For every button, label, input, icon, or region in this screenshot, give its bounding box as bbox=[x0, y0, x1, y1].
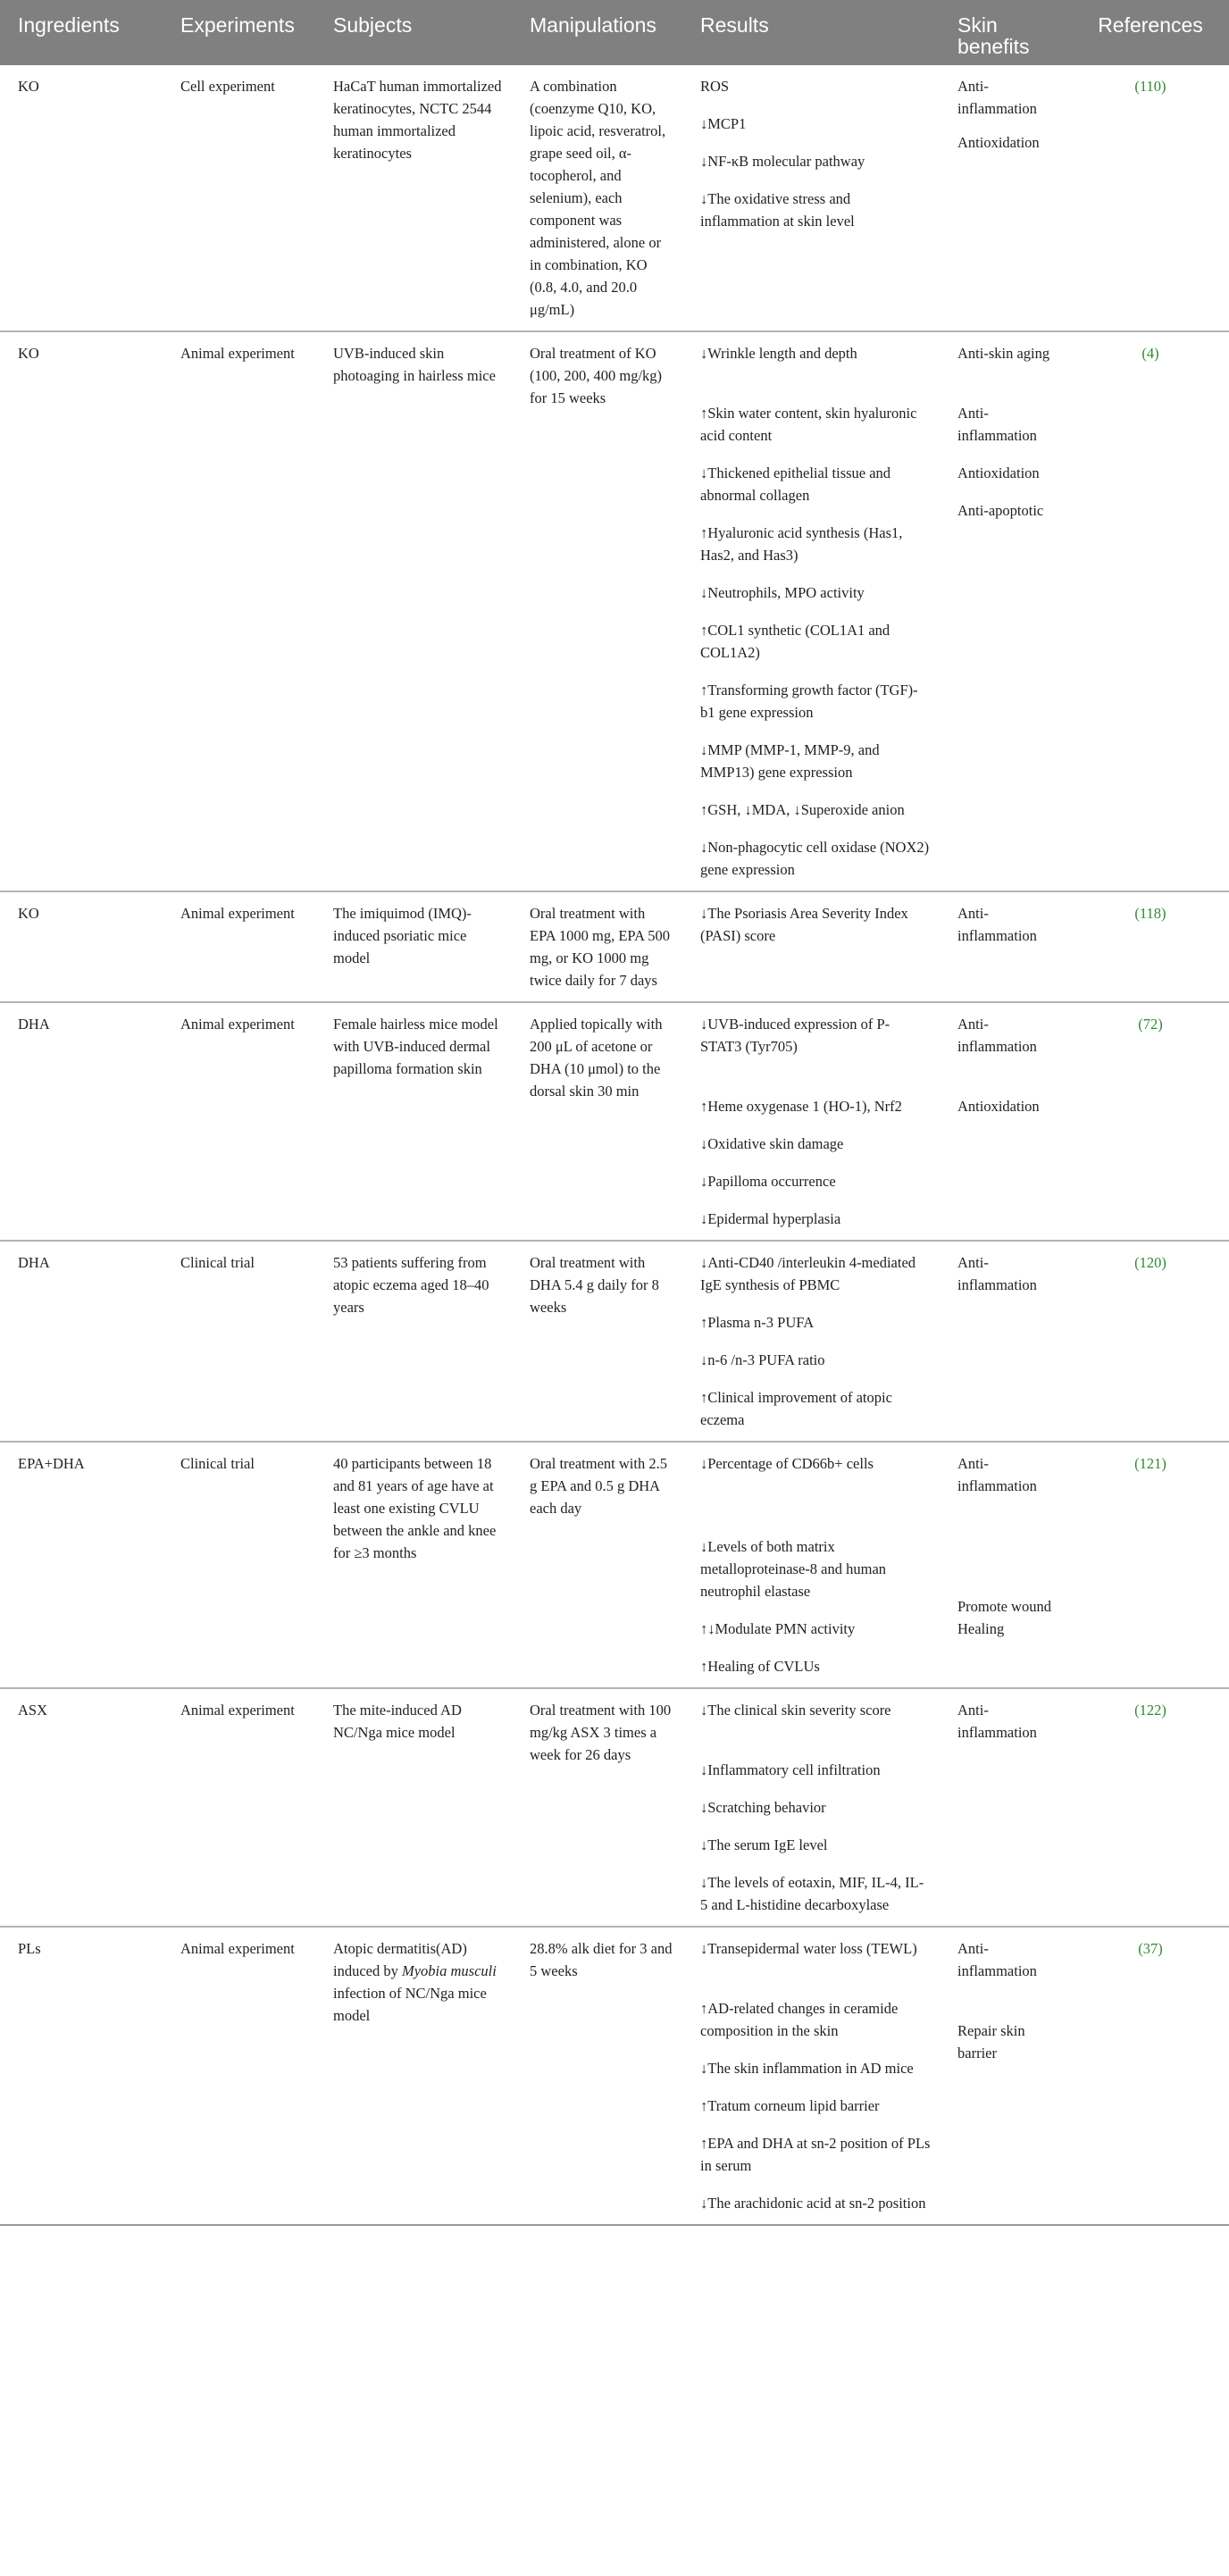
table-row bbox=[0, 1442, 1229, 1688]
benefit-item: Antioxidation bbox=[957, 134, 1040, 151]
result-item: ↓Transepidermal water loss (TEWL) bbox=[700, 1940, 917, 1957]
result-item: ↑AD-related changes in ceramide composition in the skin bbox=[700, 2000, 899, 2039]
reference-cell bbox=[1072, 1688, 1229, 1927]
benefits-cell bbox=[940, 1688, 1072, 1927]
benefit-item: Anti-inflammation bbox=[957, 1016, 1037, 1055]
reference-cell bbox=[1072, 331, 1229, 891]
manipulations-cell: Oral treatment with EPA 1000 mg, EPA 500 mg, or KO 1000 mg twice daily for 7 days bbox=[512, 891, 682, 1002]
benefits-cell bbox=[940, 1002, 1072, 1241]
benefits-cell bbox=[940, 891, 1072, 1002]
results-cell bbox=[682, 1241, 940, 1442]
result-item: ↑Heme oxygenase 1 (HO-1), Nrf2 bbox=[700, 1098, 902, 1115]
subjects-text-post: infection of NC/Nga mice model bbox=[333, 1985, 487, 2024]
result-item: ROS bbox=[700, 78, 730, 95]
header-references: References bbox=[1098, 13, 1203, 37]
result-item: ↑↓Modulate PMN activity bbox=[700, 1620, 856, 1637]
results-cell bbox=[682, 891, 940, 1002]
result-item: ↓The skin inflammation in AD mice bbox=[700, 2060, 914, 2077]
benefit-item: Anti-inflammation bbox=[957, 405, 1037, 444]
table-row bbox=[0, 1002, 1229, 1241]
subjects-cell: The imiquimod (IMQ)-induced psoriatic mice model bbox=[315, 891, 512, 1002]
result-item: ↓Scratching behavior bbox=[700, 1799, 826, 1816]
subjects-text-italic: Myobia musculi bbox=[401, 1962, 497, 1979]
result-item: ↓Epidermal hyperplasia bbox=[700, 1210, 841, 1227]
result-item: ↓The Psoriasis Area Severity Index (PASI) score bbox=[700, 905, 908, 944]
ingredient-cell: EPA+DHA bbox=[0, 1442, 163, 1688]
result-item: ↓n-6 /n-3 PUFA ratio bbox=[700, 1351, 825, 1368]
benefits-cell bbox=[940, 1442, 1072, 1688]
header-subjects: Subjects bbox=[333, 13, 413, 37]
experiment-cell: Clinical trial bbox=[163, 1241, 315, 1442]
result-item: ↓MCP1 bbox=[700, 115, 747, 132]
result-item: ↓Levels of both matrix metalloproteinase-8 and human neutrophil elastase bbox=[700, 1538, 887, 1600]
reference-link[interactable]: (72) bbox=[1138, 1016, 1163, 1033]
table-row bbox=[0, 1688, 1229, 1927]
subjects-text-pre: Atopic dermatitis(AD) induced by bbox=[333, 1940, 467, 1979]
result-item: ↓The clinical skin severity score bbox=[700, 1702, 891, 1719]
experiment-cell: Animal experiment bbox=[163, 891, 315, 1002]
ingredient-cell: PLs bbox=[0, 1927, 163, 2225]
manipulations-cell: Oral treatment with 2.5 g EPA and 0.5 g DHA each day bbox=[512, 1442, 682, 1688]
results-cell bbox=[682, 1927, 940, 2225]
benefit-item: Anti-apoptotic bbox=[957, 502, 1044, 519]
subjects-cell: HaCaT human immortalized keratinocytes, NCTC 2544 human immortalized keratinocytes bbox=[315, 65, 512, 331]
table-row bbox=[0, 891, 1229, 1002]
ingredient-cell: KO bbox=[0, 65, 163, 331]
ingredient-cell: ASX bbox=[0, 1688, 163, 1927]
results-cell bbox=[682, 1002, 940, 1241]
benefit-item: Anti-inflammation bbox=[957, 1455, 1037, 1494]
results-cell bbox=[682, 331, 940, 891]
result-item: ↓Inflammatory cell infiltration bbox=[700, 1761, 881, 1778]
result-item: ↓The oxidative stress and inflammation at skin level bbox=[700, 190, 855, 230]
result-item: ↓The serum IgE level bbox=[700, 1836, 828, 1853]
ingredient-cell: KO bbox=[0, 891, 163, 1002]
result-item: ↓The arachidonic acid at sn-2 position bbox=[700, 2195, 926, 2212]
header-results: Results bbox=[700, 13, 769, 37]
reference-link[interactable]: (122) bbox=[1134, 1702, 1166, 1719]
reference-cell bbox=[1072, 891, 1229, 1002]
experiment-cell: Animal experiment bbox=[163, 1688, 315, 1927]
ingredient-cell: KO bbox=[0, 331, 163, 891]
subjects-cell: 53 patients suffering from atopic eczema aged 18–40 years bbox=[315, 1241, 512, 1442]
benefit-item: Repair skin barrier bbox=[957, 2022, 1025, 2062]
table-row bbox=[0, 331, 1229, 891]
table-row bbox=[0, 65, 1229, 331]
benefit-item: Anti-inflammation bbox=[957, 905, 1037, 944]
reference-cell bbox=[1072, 1002, 1229, 1241]
benefit-item: Anti-inflammation bbox=[957, 78, 1037, 117]
result-item: ↓The levels of eotaxin, MIF, IL-4, IL-5 and L-histidine decarboxylase bbox=[700, 1874, 924, 1913]
reference-link[interactable]: (4) bbox=[1141, 345, 1159, 362]
header-manipulations: Manipulations bbox=[530, 13, 656, 37]
subjects-cell: Female hairless mice model with UVB-induced dermal papilloma formation skin bbox=[315, 1002, 512, 1241]
result-item: ↑Tratum corneum lipid barrier bbox=[700, 2097, 880, 2114]
subjects-cell: UVB-induced skin photoaging in hairless mice bbox=[315, 331, 512, 891]
experiment-cell: Animal experiment bbox=[163, 331, 315, 891]
manipulations-cell: A combination (coenzyme Q10, KO, lipoic acid, resveratrol, grape seed oil, α-tocopherol, and selenium), each component was administered, alone or in combination, KO (0.8, 4.0, and 20.0 μg/mL) bbox=[512, 65, 682, 331]
reference-cell bbox=[1072, 1442, 1229, 1688]
benefit-item: Anti-skin aging bbox=[957, 345, 1050, 362]
result-item: ↓Papilloma occurrence bbox=[700, 1173, 836, 1190]
reference-cell bbox=[1072, 1241, 1229, 1442]
result-item: ↓Thickened epithelial tissue and abnormal collagen bbox=[700, 464, 891, 504]
header-ingredients: Ingredients bbox=[18, 13, 120, 37]
manipulations-cell: Oral treatment with 100 mg/kg ASX 3 times a week for 26 days bbox=[512, 1688, 682, 1927]
result-item: ↑GSH, ↓MDA, ↓Superoxide anion bbox=[700, 801, 905, 818]
result-item: ↓UVB-induced expression of P-STAT3 (Tyr705) bbox=[700, 1016, 890, 1055]
experiment-cell: Animal experiment bbox=[163, 1002, 315, 1241]
result-item: ↓Percentage of CD66b+ cells bbox=[700, 1455, 874, 1472]
results-cell bbox=[682, 65, 940, 331]
reference-link[interactable]: (37) bbox=[1138, 1940, 1163, 1957]
ingredient-cell: DHA bbox=[0, 1241, 163, 1442]
header-skin-benefits: Skin benefits bbox=[957, 13, 1030, 58]
experiment-cell: Animal experiment bbox=[163, 1927, 315, 2225]
reference-cell bbox=[1072, 65, 1229, 331]
benefit-item: Antioxidation bbox=[957, 1098, 1040, 1115]
ingredient-cell: DHA bbox=[0, 1002, 163, 1241]
reference-cell bbox=[1072, 1927, 1229, 2225]
result-item: ↑COL1 synthetic (COL1A1 and COL1A2) bbox=[700, 622, 890, 661]
result-item: ↑Skin water content, skin hyaluronic acid content bbox=[700, 405, 917, 444]
result-item: ↓NF-κB molecular pathway bbox=[700, 153, 865, 170]
header-experiments: Experiments bbox=[180, 13, 295, 37]
manipulations-cell: 28.8% alk diet for 3 and 5 weeks bbox=[512, 1927, 682, 2225]
result-item: ↓Anti-CD40 /interleukin 4-mediated IgE synthesis of PBMC bbox=[700, 1254, 916, 1293]
result-item: ↑EPA and DHA at sn-2 position of PLs in serum bbox=[700, 2135, 931, 2174]
result-item: ↓MMP (MMP-1, MMP-9, and MMP13) gene expression bbox=[700, 741, 880, 781]
benefit-item: Anti-inflammation bbox=[957, 1254, 1037, 1293]
benefits-cell bbox=[940, 1241, 1072, 1442]
result-item: ↑Clinical improvement of atopic eczema bbox=[700, 1389, 892, 1428]
result-item: ↓Neutrophils, MPO activity bbox=[700, 584, 865, 601]
benefit-item: Antioxidation bbox=[957, 464, 1040, 481]
result-item: ↑Hyaluronic acid synthesis (Has1, Has2, and Has3) bbox=[700, 524, 903, 564]
table-row bbox=[0, 1927, 1229, 2225]
manipulations-cell: Oral treatment of KO (100, 200, 400 mg/kg) for 15 weeks bbox=[512, 331, 682, 891]
benefit-item: Anti-inflammation bbox=[957, 1702, 1037, 1741]
subjects-cell: The mite-induced AD NC/Nga mice model bbox=[315, 1688, 512, 1927]
benefit-item: Promote wound Healing bbox=[957, 1598, 1051, 1637]
subjects-cell: 40 participants between 18 and 81 years of age have at least one existing CVLU between the ankle and knee for ≥3 months bbox=[315, 1442, 512, 1688]
benefits-cell bbox=[940, 65, 1072, 331]
benefits-cell bbox=[940, 331, 1072, 891]
result-item: ↓Wrinkle length and depth bbox=[700, 345, 857, 362]
manipulations-cell: Oral treatment with DHA 5.4 g daily for 8 weeks bbox=[512, 1241, 682, 1442]
results-cell bbox=[682, 1688, 940, 1927]
experiment-cell: Clinical trial bbox=[163, 1442, 315, 1688]
result-item: ↓Oxidative skin damage bbox=[700, 1135, 844, 1152]
result-item: ↑Transforming growth factor (TGF)-b1 gene expression bbox=[700, 682, 918, 721]
benefit-item: Anti-inflammation bbox=[957, 1940, 1037, 1979]
reference-link[interactable]: (118) bbox=[1134, 905, 1166, 922]
result-item: ↑Plasma n-3 PUFA bbox=[700, 1314, 815, 1331]
header-row bbox=[0, 0, 1229, 65]
benefits-cell bbox=[940, 1927, 1072, 2225]
reference-link[interactable]: (110) bbox=[1134, 78, 1166, 95]
reference-link[interactable]: (120) bbox=[1134, 1254, 1166, 1271]
experiment-cell: Cell experiment bbox=[163, 65, 315, 331]
reference-link[interactable]: (121) bbox=[1134, 1455, 1166, 1472]
result-item: ↓Non-phagocytic cell oxidase (NOX2) gene expression bbox=[700, 839, 930, 878]
result-item: ↑Healing of CVLUs bbox=[700, 1658, 820, 1675]
table-row bbox=[0, 1241, 1229, 1442]
subjects-cell bbox=[315, 1927, 512, 2225]
manipulations-cell: Applied topically with 200 μL of acetone or DHA (10 μmol) to the dorsal skin 30 min bbox=[512, 1002, 682, 1241]
results-cell bbox=[682, 1442, 940, 1688]
